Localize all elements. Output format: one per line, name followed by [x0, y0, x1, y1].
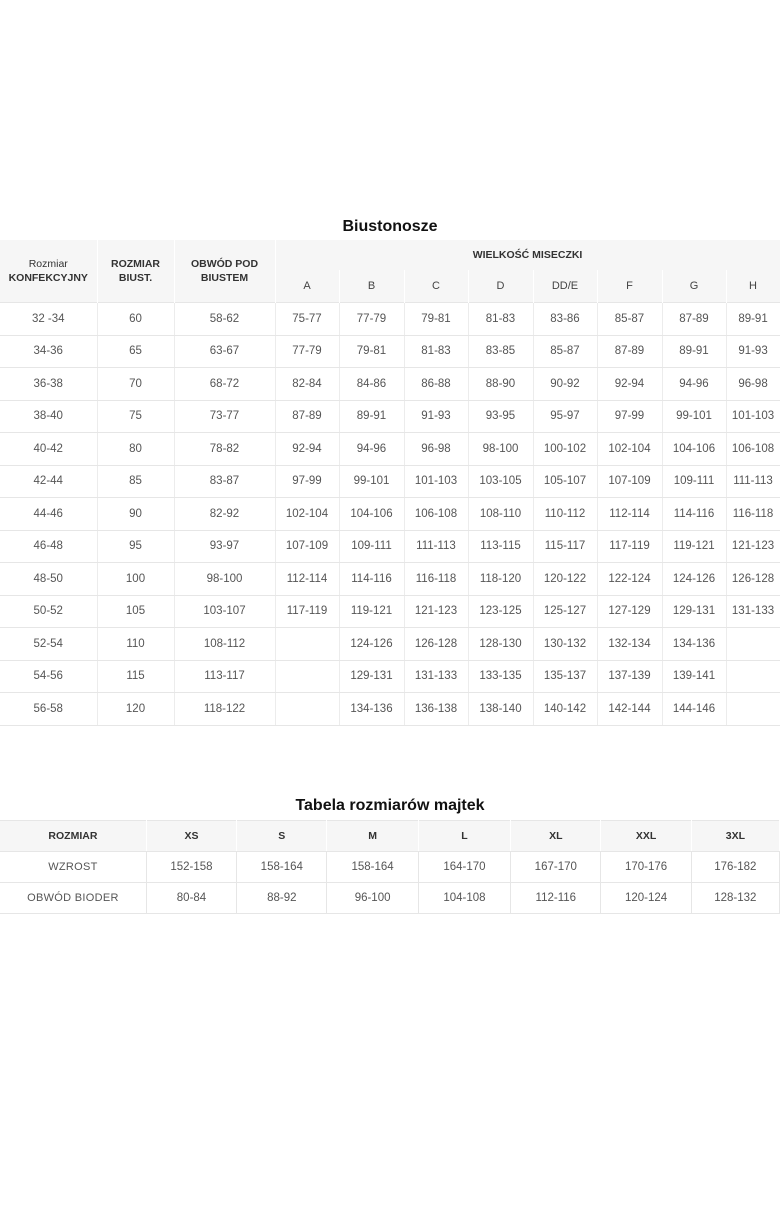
bra-table-row — [0, 303, 780, 336]
size-cell: 52-54 — [0, 628, 97, 661]
cup-measure-cell: 113-115 — [468, 530, 533, 563]
cup-measure-cell: 85-87 — [597, 303, 662, 336]
underbust-cell: 58-62 — [174, 303, 275, 336]
band-cell: 85 — [97, 465, 174, 498]
underbust-cell: 63-67 — [174, 335, 275, 368]
underbust-cell: 68-72 — [174, 368, 275, 401]
bra-table-row — [0, 563, 780, 596]
cup-measure-cell: 81-83 — [468, 303, 533, 336]
underbust-cell: 103-107 — [174, 595, 275, 628]
cup-measure-cell: 84-86 — [339, 368, 404, 401]
cup-measure-cell: 99-101 — [662, 400, 726, 433]
panty-size-header: L — [418, 821, 510, 852]
cup-measure-cell: 133-135 — [468, 660, 533, 693]
panty-row-label: OBWÓD BIODER — [0, 883, 146, 914]
cup-measure-cell: 134-136 — [662, 628, 726, 661]
cup-measure-cell — [275, 628, 339, 661]
band-cell: 90 — [97, 498, 174, 531]
cup-measure-cell: 81-83 — [404, 335, 468, 368]
bra-size-table — [0, 240, 780, 726]
size-cell: 50-52 — [0, 595, 97, 628]
cup-header: C — [404, 270, 468, 303]
cup-measure-cell: 102-104 — [275, 498, 339, 531]
header-band-line2: BIUST. — [118, 272, 153, 284]
cup-measure-cell: 114-116 — [662, 498, 726, 531]
cup-measure-cell: 101-103 — [404, 465, 468, 498]
cup-measure-cell: 138-140 — [468, 693, 533, 726]
cup-measure-cell: 116-118 — [726, 498, 780, 531]
cup-measure-cell: 97-99 — [597, 400, 662, 433]
cup-measure-cell: 128-130 — [468, 628, 533, 661]
cup-measure-cell: 114-116 — [339, 563, 404, 596]
cup-measure-cell: 127-129 — [597, 595, 662, 628]
panty-size-header: XL — [511, 821, 601, 852]
band-cell: 60 — [97, 303, 174, 336]
cup-measure-cell: 109-111 — [662, 465, 726, 498]
underbust-cell: 98-100 — [174, 563, 275, 596]
cup-header: B — [339, 270, 404, 303]
size-cell: 32 -34 — [0, 303, 97, 336]
cup-header: G — [662, 270, 726, 303]
panty-value-cell: 158-164 — [327, 852, 418, 883]
bra-table-row — [0, 465, 780, 498]
cup-measure-cell: 108-110 — [468, 498, 533, 531]
underbust-cell: 78-82 — [174, 433, 275, 466]
size-cell: 42-44 — [0, 465, 97, 498]
bra-table-row — [0, 335, 780, 368]
cup-measure-cell: 116-118 — [404, 563, 468, 596]
cup-measure-cell: 119-121 — [662, 530, 726, 563]
cup-measure-cell: 90-92 — [533, 368, 597, 401]
panty-table-title: Tabela rozmiarów majtek — [295, 797, 485, 814]
size-cell: 48-50 — [0, 563, 97, 596]
panty-size-header: M — [327, 821, 418, 852]
cup-measure-cell: 126-128 — [404, 628, 468, 661]
panty-size-header: XXL — [601, 821, 691, 852]
underbust-cell: 118-122 — [174, 693, 275, 726]
cup-measure-cell: 107-109 — [275, 530, 339, 563]
panty-value-cell: 128-132 — [691, 883, 779, 914]
cup-measure-cell: 125-127 — [533, 595, 597, 628]
cup-header: A — [275, 270, 339, 303]
cup-measure-cell: 93-95 — [468, 400, 533, 433]
cup-measure-cell: 83-85 — [468, 335, 533, 368]
cup-measure-cell: 96-98 — [404, 433, 468, 466]
cup-measure-cell: 85-87 — [533, 335, 597, 368]
cup-measure-cell: 82-84 — [275, 368, 339, 401]
underbust-cell: 108-112 — [174, 628, 275, 661]
cup-measure-cell: 124-126 — [662, 563, 726, 596]
bra-table-row — [0, 628, 780, 661]
cup-measure-cell: 140-142 — [533, 693, 597, 726]
bra-table-row — [0, 693, 780, 726]
panty-value-cell: 176-182 — [691, 852, 779, 883]
header-underbust — [174, 240, 275, 303]
cup-measure-cell: 107-109 — [597, 465, 662, 498]
band-cell: 65 — [97, 335, 174, 368]
cup-measure-cell: 111-113 — [404, 530, 468, 563]
band-cell: 95 — [97, 530, 174, 563]
size-cell: 46-48 — [0, 530, 97, 563]
cup-measure-cell: 129-131 — [339, 660, 404, 693]
header-underbust-line1: OBWÓD POD — [190, 258, 259, 270]
cup-measure-cell — [275, 693, 339, 726]
cup-measure-cell — [275, 660, 339, 693]
cup-measure-cell: 136-138 — [404, 693, 468, 726]
panty-size-header: 3XL — [691, 821, 779, 852]
cup-measure-cell: 88-90 — [468, 368, 533, 401]
cup-measure-cell: 118-120 — [468, 563, 533, 596]
underbust-cell: 93-97 — [174, 530, 275, 563]
panty-value-cell: 164-170 — [418, 852, 510, 883]
underbust-cell: 73-77 — [174, 400, 275, 433]
cup-measure-cell: 126-128 — [726, 563, 780, 596]
bra-table-row — [0, 530, 780, 563]
cup-measure-cell: 119-121 — [339, 595, 404, 628]
cup-measure-cell: 75-77 — [275, 303, 339, 336]
panty-table-row — [0, 883, 780, 914]
header-size-line2: KONFEKCYJNY — [8, 272, 88, 284]
cup-measure-cell: 91-93 — [404, 400, 468, 433]
panty-value-cell: 96-100 — [327, 883, 418, 914]
cup-measure-cell: 87-89 — [662, 303, 726, 336]
cup-measure-cell: 79-81 — [404, 303, 468, 336]
panty-value-cell: 158-164 — [237, 852, 327, 883]
cup-measure-cell: 94-96 — [662, 368, 726, 401]
panty-header-size: ROZMIAR — [0, 821, 146, 852]
panty-value-cell: 112-116 — [511, 883, 601, 914]
cup-measure-cell: 106-108 — [404, 498, 468, 531]
cup-measure-cell: 117-119 — [275, 595, 339, 628]
cup-measure-cell: 144-146 — [662, 693, 726, 726]
cup-measure-cell: 100-102 — [533, 433, 597, 466]
cup-measure-cell: 131-133 — [404, 660, 468, 693]
cup-measure-cell: 77-79 — [275, 335, 339, 368]
size-cell: 56-58 — [0, 693, 97, 726]
cup-measure-cell: 104-106 — [662, 433, 726, 466]
header-size-line1: Rozmiar — [28, 258, 68, 270]
band-cell: 120 — [97, 693, 174, 726]
band-cell: 80 — [97, 433, 174, 466]
cup-measure-cell: 121-123 — [726, 530, 780, 563]
panty-value-cell: 167-170 — [511, 852, 601, 883]
cup-measure-cell: 92-94 — [597, 368, 662, 401]
cup-measure-cell: 122-124 — [597, 563, 662, 596]
cup-measure-cell: 89-91 — [662, 335, 726, 368]
cup-measure-cell: 137-139 — [597, 660, 662, 693]
cup-measure-cell: 99-101 — [339, 465, 404, 498]
cup-measure-cell: 132-134 — [597, 628, 662, 661]
panty-row-label: WZROST — [0, 852, 146, 883]
band-cell: 70 — [97, 368, 174, 401]
cup-measure-cell: 135-137 — [533, 660, 597, 693]
cup-measure-cell: 131-133 — [726, 595, 780, 628]
cup-measure-cell: 142-144 — [597, 693, 662, 726]
cup-measure-cell: 105-107 — [533, 465, 597, 498]
cup-measure-cell: 91-93 — [726, 335, 780, 368]
cup-measure-cell: 129-131 — [662, 595, 726, 628]
cup-measure-cell — [726, 693, 780, 726]
band-cell: 110 — [97, 628, 174, 661]
cup-measure-cell: 104-106 — [339, 498, 404, 531]
cup-measure-cell: 92-94 — [275, 433, 339, 466]
cup-measure-cell: 77-79 — [339, 303, 404, 336]
cup-measure-cell: 117-119 — [597, 530, 662, 563]
size-cell: 38-40 — [0, 400, 97, 433]
cup-measure-cell: 101-103 — [726, 400, 780, 433]
cup-measure-cell: 87-89 — [597, 335, 662, 368]
cup-measure-cell: 83-86 — [533, 303, 597, 336]
cup-measure-cell: 97-99 — [275, 465, 339, 498]
cup-measure-cell: 96-98 — [726, 368, 780, 401]
cup-measure-cell — [726, 660, 780, 693]
panty-size-header: S — [237, 821, 327, 852]
panty-value-cell: 104-108 — [418, 883, 510, 914]
panty-size-table — [0, 820, 780, 914]
bra-table-row — [0, 368, 780, 401]
underbust-cell: 82-92 — [174, 498, 275, 531]
panty-value-cell: 80-84 — [146, 883, 236, 914]
panty-value-cell: 120-124 — [601, 883, 691, 914]
underbust-cell: 113-117 — [174, 660, 275, 693]
cup-measure-cell: 110-112 — [533, 498, 597, 531]
size-cell: 54-56 — [0, 660, 97, 693]
cup-measure-cell: 87-89 — [275, 400, 339, 433]
cup-measure-cell: 112-114 — [597, 498, 662, 531]
cup-measure-cell: 95-97 — [533, 400, 597, 433]
bra-table-title: Biustonosze — [342, 218, 438, 235]
cup-measure-cell: 103-105 — [468, 465, 533, 498]
size-cell: 34-36 — [0, 335, 97, 368]
header-size — [0, 240, 97, 303]
cup-measure-cell: 124-126 — [339, 628, 404, 661]
bra-table-row — [0, 595, 780, 628]
underbust-cell: 83-87 — [174, 465, 275, 498]
bra-table-row — [0, 400, 780, 433]
cup-measure-cell: 102-104 — [597, 433, 662, 466]
cup-header: F — [597, 270, 662, 303]
header-cup-size: WIELKOŚĆ MISECZKI — [275, 240, 780, 270]
cup-measure-cell: 109-111 — [339, 530, 404, 563]
header-band-line1: ROZMIAR — [111, 258, 160, 270]
panty-value-cell: 170-176 — [601, 852, 691, 883]
cup-measure-cell: 139-141 — [662, 660, 726, 693]
cup-measure-cell: 130-132 — [533, 628, 597, 661]
panty-table-row — [0, 852, 780, 883]
cup-header: H — [726, 270, 780, 303]
cup-measure-cell: 121-123 — [404, 595, 468, 628]
cup-measure-cell: 112-114 — [275, 563, 339, 596]
cup-header: D — [468, 270, 533, 303]
cup-measure-cell: 134-136 — [339, 693, 404, 726]
cup-measure-cell: 106-108 — [726, 433, 780, 466]
band-cell: 100 — [97, 563, 174, 596]
cup-header: DD/E — [533, 270, 597, 303]
cup-measure-cell: 98-100 — [468, 433, 533, 466]
band-cell: 115 — [97, 660, 174, 693]
bra-table-row — [0, 433, 780, 466]
header-band — [97, 240, 174, 303]
cup-measure-cell: 89-91 — [339, 400, 404, 433]
cup-measure-cell: 94-96 — [339, 433, 404, 466]
cup-measure-cell: 79-81 — [339, 335, 404, 368]
cup-measure-cell: 115-117 — [533, 530, 597, 563]
cup-measure-cell: 86-88 — [404, 368, 468, 401]
cup-measure-cell: 120-122 — [533, 563, 597, 596]
bra-table-row — [0, 660, 780, 693]
header-underbust-line2: BIUSTEM — [200, 272, 249, 284]
band-cell: 75 — [97, 400, 174, 433]
size-cell: 44-46 — [0, 498, 97, 531]
band-cell: 105 — [97, 595, 174, 628]
cup-measure-cell: 111-113 — [726, 465, 780, 498]
size-cell: 36-38 — [0, 368, 97, 401]
panty-value-cell: 152-158 — [146, 852, 236, 883]
size-cell: 40-42 — [0, 433, 97, 466]
bra-table-row — [0, 498, 780, 531]
cup-measure-cell: 89-91 — [726, 303, 780, 336]
panty-value-cell: 88-92 — [237, 883, 327, 914]
cup-measure-cell — [726, 628, 780, 661]
cup-measure-cell: 123-125 — [468, 595, 533, 628]
panty-size-header: XS — [146, 821, 236, 852]
